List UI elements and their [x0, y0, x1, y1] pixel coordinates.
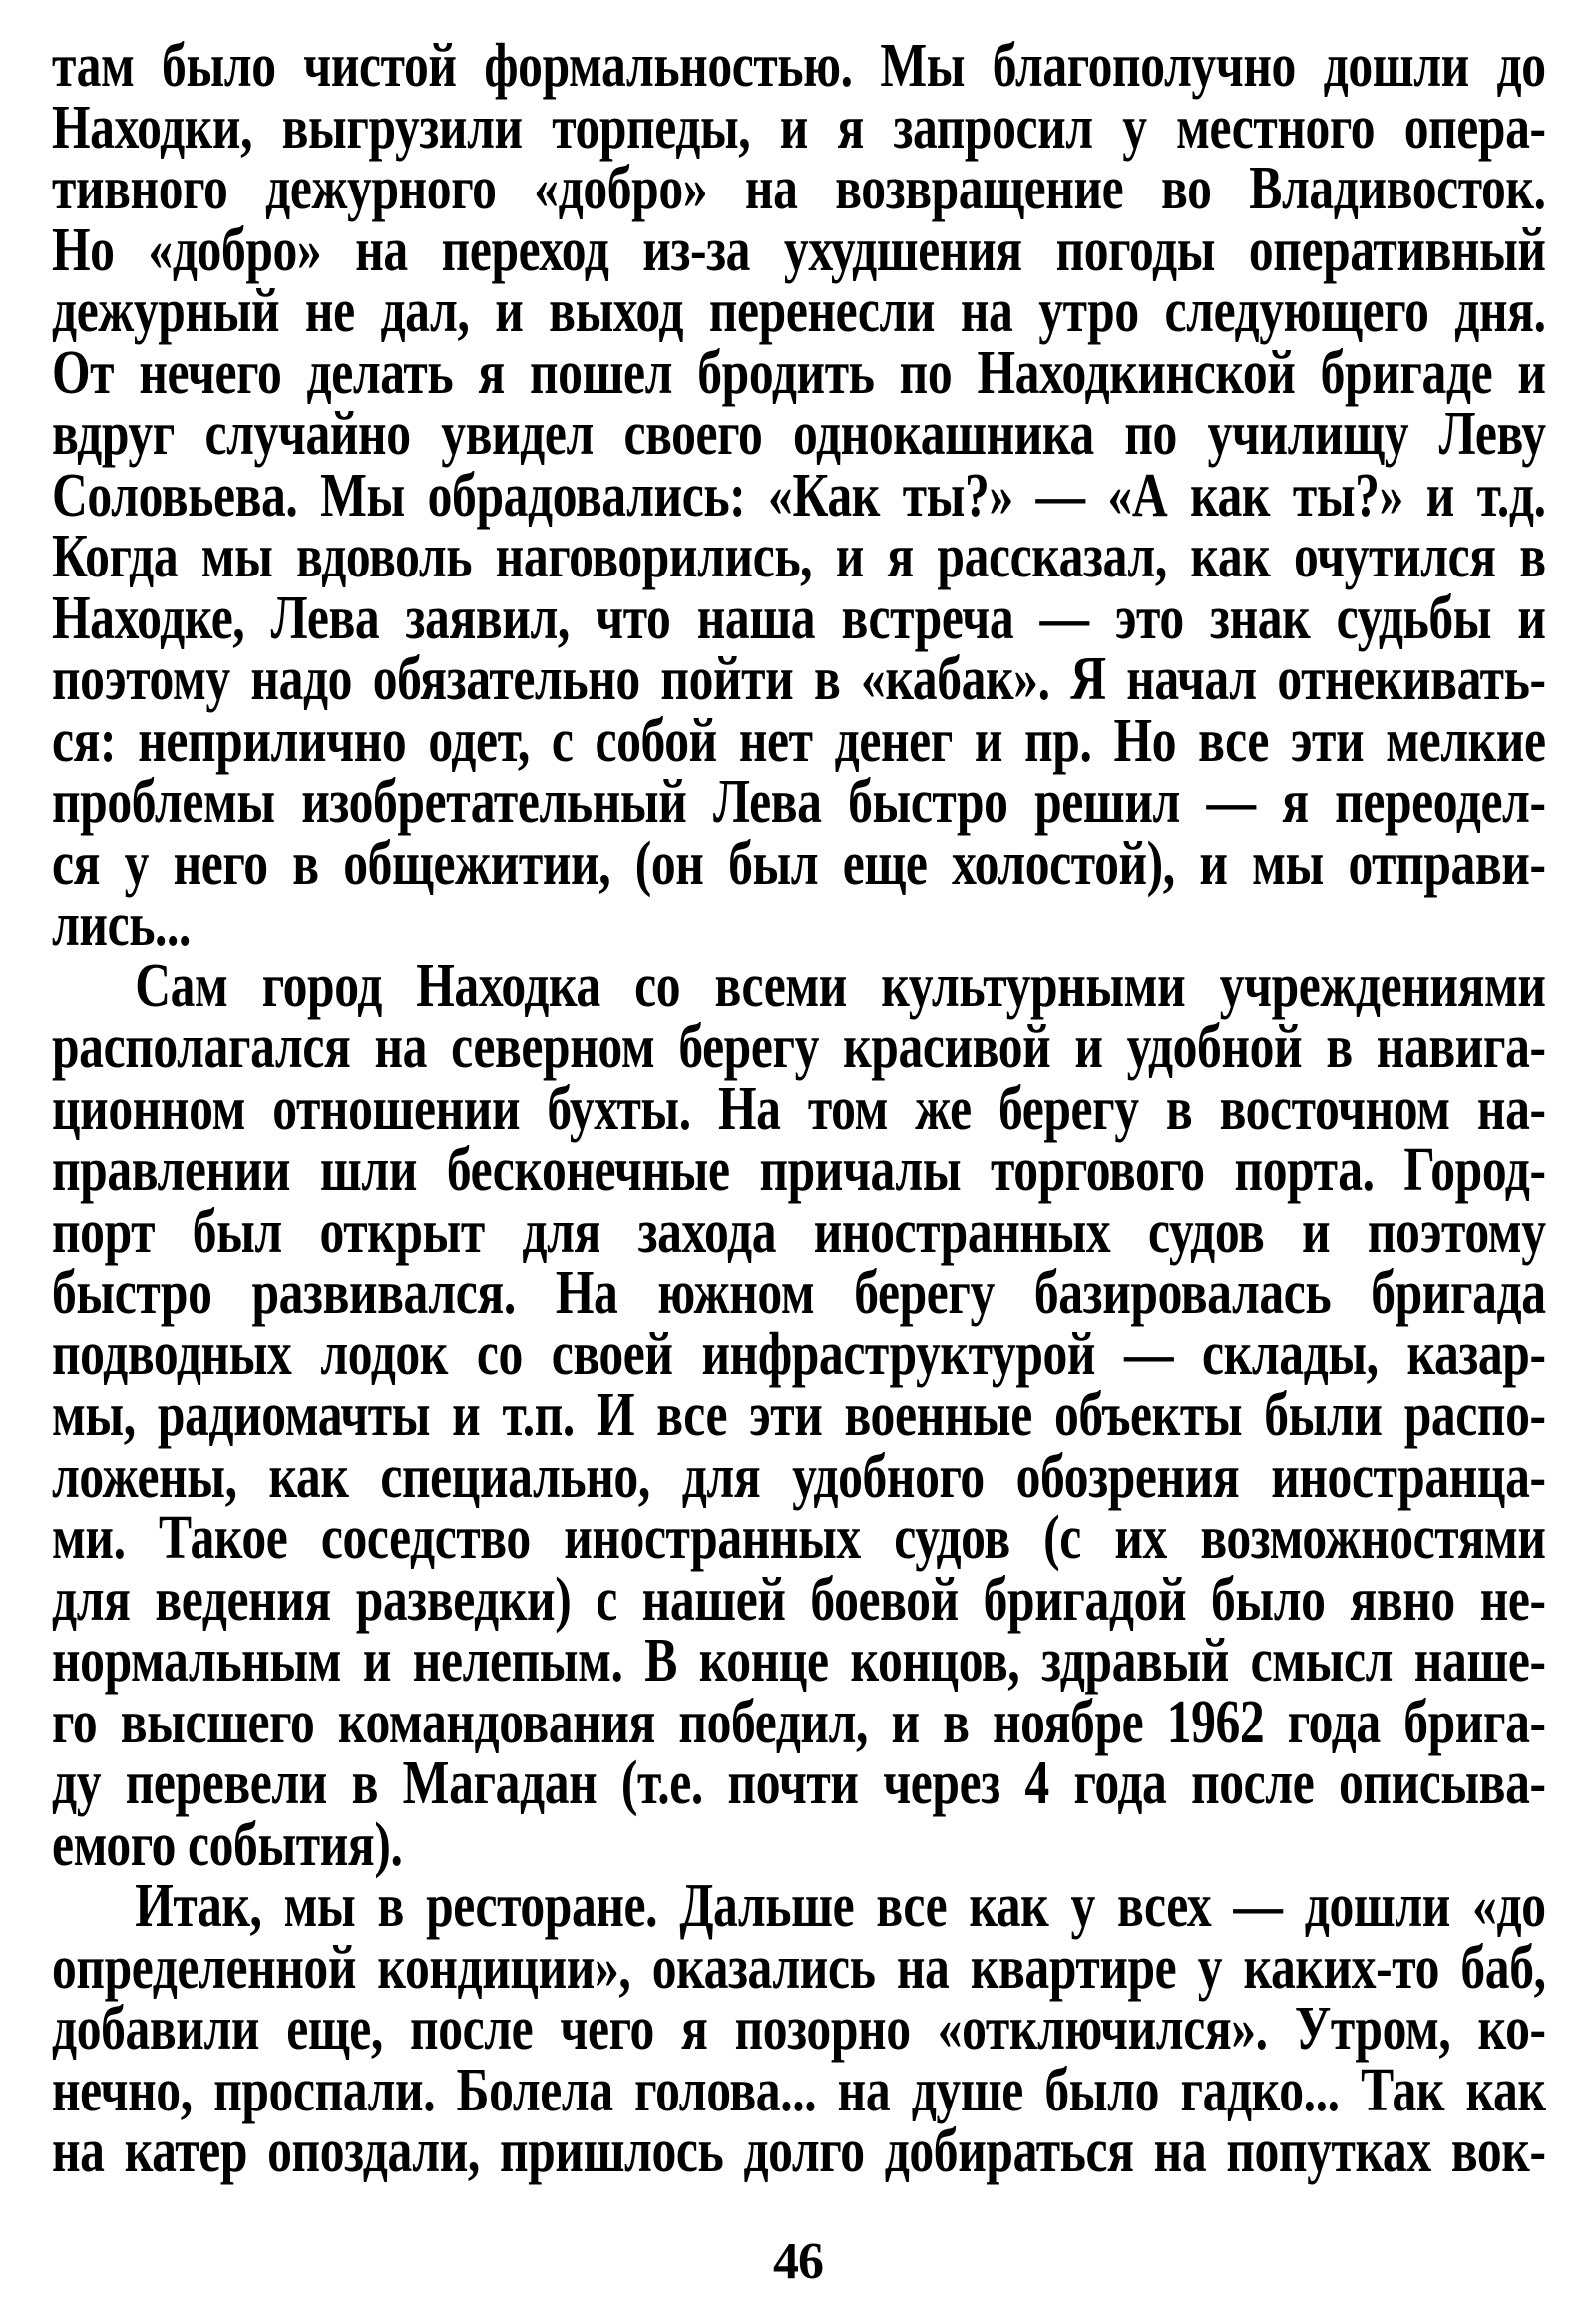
- text-line: быстро развивался. На южном берегу базировалась бригада: [52, 1259, 1546, 1327]
- text-line: мы, радиомачты и т.п. И все эти военные объекты были распо-: [52, 1381, 1546, 1449]
- text-line: Соловьева. Мы обрадовались: «Как ты?» — «А как ты?» и т.д.: [52, 461, 1546, 530]
- page-number: 46: [773, 2233, 823, 2290]
- text-block: [52, 32, 1546, 2185]
- text-line: ложены, как специально, для удобного обозрения иностранца-: [52, 1442, 1546, 1511]
- text-line: Находке, Лева заявил, что наша встреча — это знак судьбы и: [52, 583, 1546, 652]
- text-line: там было чистой формальностью. Мы благополучно дошли до: [52, 32, 1546, 100]
- text-line: го высшего командования победил, и в ноябре 1962 года брига-: [52, 1688, 1546, 1756]
- text-line: ционном отношении бухты. На том же берегу в восточном на-: [52, 1074, 1546, 1143]
- text-line: проблемы изобретательный Лева быстро решил — я переодел-: [52, 768, 1546, 836]
- text-line: ду перевели в Магадан (т.е. почти через 4 года после описыва-: [52, 1749, 1546, 1817]
- text-line: для ведения разведки) с нашей боевой бригадой было явно не-: [52, 1565, 1546, 1634]
- text-line: Сам город Находка со всеми культурными учреждениями: [135, 952, 1546, 1020]
- text-line: поэтому надо обязательно пойти в «кабак». Я начал отнекивать-: [52, 645, 1546, 713]
- text-line: нормальным и нелепым. В конце концов, здравый смысл наше-: [52, 1627, 1546, 1695]
- text-line: порт был открыт для захода иностранных судов и поэтому: [52, 1197, 1546, 1266]
- text-line: вдруг случайно увидел своего однокашника по училищу Леву: [52, 400, 1546, 468]
- text-line: определенной кондиции», оказались на квартире у каких-то баб,: [52, 1933, 1546, 2002]
- text-line: От нечего делать я пошел бродить по Находкинской бригаде и: [52, 338, 1546, 407]
- text-line: подводных лодок со своей инфраструктурой — склады, казар-: [52, 1320, 1546, 1388]
- text-line: дежурный не дал, и выход перенесли на утро следующего дня.: [52, 277, 1546, 345]
- text-line: Когда мы вдоволь наговорились, и я рассказал, как очутился в: [52, 523, 1546, 590]
- text-line: ми. Такое соседство иностранных судов (с их возможностями: [52, 1504, 1546, 1572]
- text-line: ся: неприлично одет, с собой нет денег и пр. Но все эти мелкие: [52, 706, 1546, 775]
- text-line: Но «добро» на переход из-за ухудшения погоды оперативный: [52, 215, 1546, 284]
- text-line: Итак, мы в ресторане. Дальше все как у всех — дошли «до: [135, 1872, 1546, 1940]
- text-line: ся у него в общежитии, (он был еще холостой), и мы отправи-: [52, 829, 1546, 898]
- text-line: нечно, проспали. Болела голова... на душе было гадко... Так как: [52, 2056, 1546, 2124]
- text-line: емого события).: [52, 1810, 403, 1879]
- text-line: лись...: [52, 891, 192, 958]
- text-line: тивного дежурного «добро» на возвращение во Владивосток.: [52, 155, 1546, 222]
- text-line: правлении шли бесконечные причалы торгового порта. Город-: [52, 1136, 1546, 1204]
- text-line: Находки, выгрузили торпеды, и я запросил у местного опера-: [52, 93, 1546, 162]
- text-line: на катер опоздали, пришлось долго добираться на попутках вок-: [52, 2117, 1546, 2185]
- text-line: располагался на северном берегу красивой и удобной в навига-: [52, 1013, 1546, 1081]
- text-line: добавили еще, после чего я позорно «отключился». Утром, ко-: [52, 1995, 1546, 2063]
